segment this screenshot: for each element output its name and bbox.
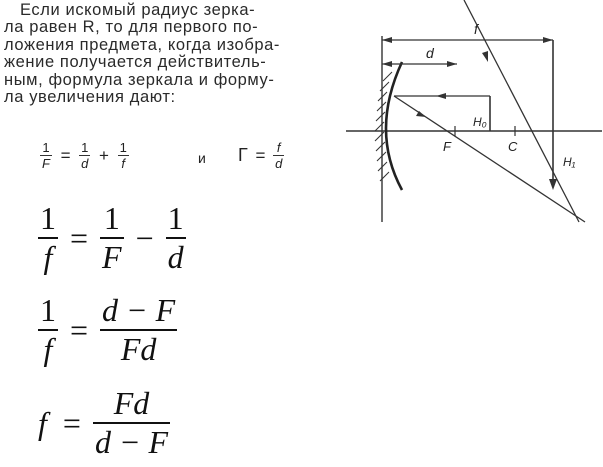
formula-3	[38, 385, 170, 461]
term-b-fraction	[166, 200, 186, 276]
label-h0: H₀	[473, 115, 487, 129]
numerator: 1	[40, 292, 56, 328]
numerator: 1	[81, 140, 89, 155]
lhs-variable: f	[38, 404, 47, 441]
paragraph-line: ным, формула зеркала и форму-	[4, 70, 275, 89]
conjunction: и	[198, 150, 206, 166]
formula-1	[38, 200, 186, 276]
denominator: f	[121, 156, 125, 171]
denominator: f	[43, 331, 53, 367]
label-center: C	[508, 139, 518, 154]
term1-fraction	[79, 140, 90, 171]
label-d: d	[426, 45, 434, 61]
label-focus: F	[443, 139, 451, 154]
denominator: d	[81, 156, 89, 171]
numerator: 1	[119, 140, 127, 155]
paragraph-line: жение получается действитель-	[4, 53, 267, 72]
numerator: 1	[40, 200, 56, 236]
magnification-formula	[238, 140, 284, 171]
denominator: F	[42, 156, 50, 171]
paragraph-line: Если искомый радиус зерка-	[20, 1, 256, 19]
term2-fraction	[118, 140, 129, 171]
label-h1: H₁	[563, 155, 576, 169]
paragraph	[4, 2, 349, 106]
equals-sign: =	[70, 219, 89, 256]
plus-sign: +	[99, 145, 109, 165]
rhs-fraction	[100, 292, 177, 368]
lhs-fraction	[40, 140, 52, 171]
equals-sign: =	[70, 311, 89, 348]
minus-sign: −	[135, 219, 154, 256]
denominator: F	[102, 239, 122, 275]
equals-sign: =	[60, 145, 71, 165]
numerator: 1	[167, 200, 184, 236]
mirror-ray-diagram	[340, 0, 603, 235]
paragraph-line: ла увеличения дают:	[4, 88, 176, 107]
denominator: f	[43, 239, 53, 275]
numerator: Fd	[113, 385, 150, 421]
formula-2	[38, 292, 177, 368]
equals-sign: =	[255, 145, 266, 165]
denominator: d	[167, 239, 184, 275]
denominator: Fd	[120, 331, 157, 367]
mirror-hatching	[375, 72, 392, 181]
concave-mirror	[386, 62, 402, 190]
central-ray	[464, 0, 579, 222]
numerator: 1	[42, 140, 50, 155]
label-f: f	[474, 21, 478, 37]
term-a-fraction	[100, 200, 124, 276]
gamma-symbol: Γ	[238, 145, 248, 165]
mirror-formula	[40, 140, 129, 171]
ratio-fraction	[273, 140, 284, 171]
rhs-fraction	[93, 385, 170, 461]
numerator: 1	[103, 200, 120, 236]
paragraph-line: ла равен R, то для первого по-	[4, 18, 259, 37]
paragraph-line: ложения предмета, когда изобра-	[4, 35, 281, 54]
numerator: f	[276, 140, 281, 155]
numerator: d − F	[102, 292, 176, 328]
lhs-fraction	[38, 200, 58, 276]
denominator: d	[275, 156, 283, 171]
equals-sign: =	[62, 404, 81, 441]
denominator: d − F	[94, 424, 169, 460]
lhs-fraction	[38, 292, 58, 368]
